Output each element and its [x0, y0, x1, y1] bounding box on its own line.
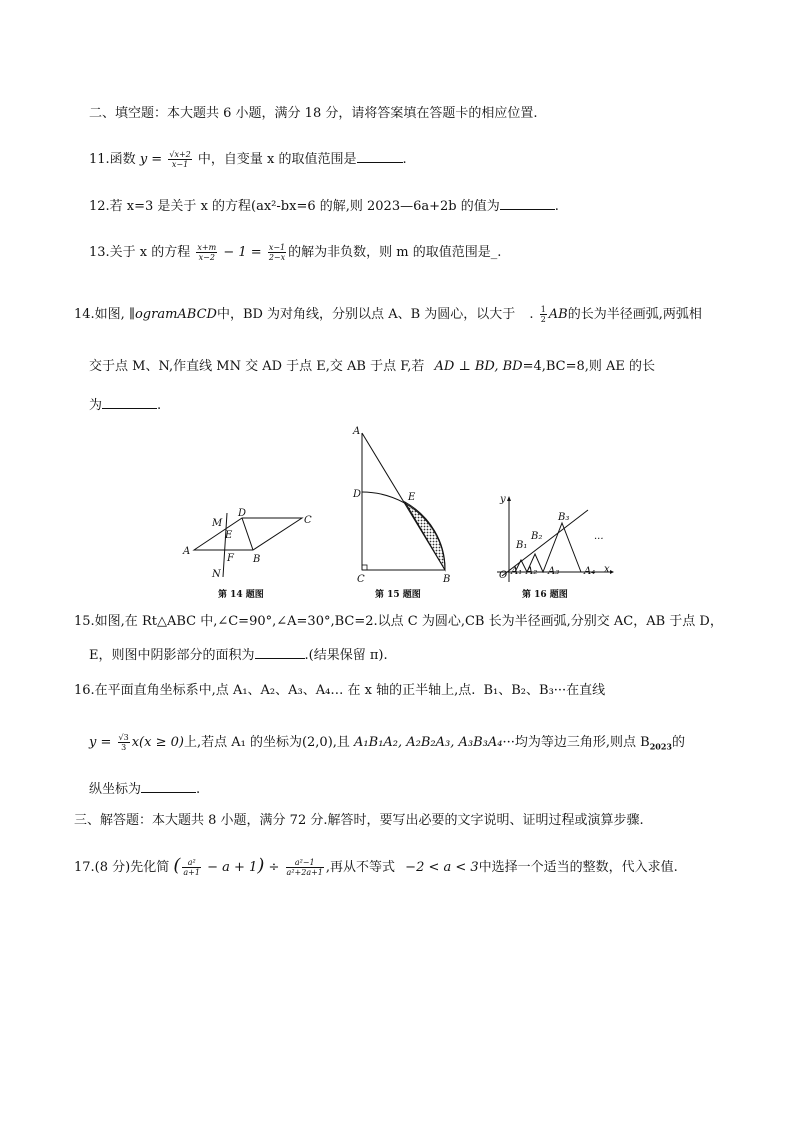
q17-d1: a+1: [183, 868, 200, 877]
q16-line1-a: 16.在平面直角坐标系中,点 A₁、A₂、A₃、A₄… 在 x 轴的正半轴上,点.: [74, 683, 476, 698]
q13-den2: 2−x: [268, 253, 286, 262]
diagonal-bd: [242, 518, 253, 550]
q12-text: 12.若 x=3 是关于 x 的方程(ax²-bx=6 的解,则 2023—6a+2b 的值为: [89, 199, 500, 214]
q13-fraction-1: [196, 243, 217, 262]
q14-parallelogram: ogramABCD: [134, 307, 217, 322]
x-axis-arrow: [610, 570, 614, 574]
q14-end: .: [157, 398, 162, 413]
label-x: x: [604, 564, 610, 575]
q17-d2: a²+2a+1: [286, 868, 323, 877]
q17-prefix: 17.(8 分)先化简: [74, 860, 170, 875]
label-b1: B₁: [516, 540, 528, 551]
q16-line2-d: 的: [671, 735, 685, 750]
q17-div: ÷: [268, 860, 280, 875]
q16-triangles: A₁B₁A₂, A₂B₂A₃, A₃B₃A₄: [354, 735, 503, 750]
label-a3: A₃: [548, 566, 560, 577]
q17-paren-close: ): [257, 855, 265, 876]
label-a: A: [183, 546, 191, 557]
q12-answer-blank: [500, 197, 555, 210]
y-axis-arrow: [507, 496, 511, 501]
question-12: [89, 197, 559, 216]
shaded-region: [405, 502, 445, 570]
q16-line1-b: B₁、B₂、B₃···在直线: [483, 683, 606, 698]
label-c: C: [357, 574, 365, 585]
q15-answer-blank: [255, 646, 305, 659]
label-a1: A₁: [511, 566, 523, 577]
q16-sub: 2023: [649, 741, 672, 752]
q16-line2-b: 上,若点 A₁ 的坐标为(2,0),且: [183, 735, 350, 750]
label-y: y: [500, 494, 506, 505]
question-16-line-2: [89, 733, 685, 756]
right-angle-mark: [362, 565, 367, 570]
q13-num2: x−1: [268, 243, 286, 252]
q13-num1: x+m: [197, 243, 217, 252]
q17-n1: a²: [182, 858, 201, 868]
q16-den: 3: [121, 743, 127, 752]
label-a: A: [353, 426, 361, 437]
q11-num: √x+2: [169, 150, 191, 159]
question-16-line-3: [89, 780, 200, 799]
label-a4: A₄: [584, 566, 596, 577]
q16-y: y =: [89, 735, 112, 750]
q13-den1: x−2: [198, 253, 215, 262]
section2-header: 二、填空题：本大题共 6 小题，满分 18 分，请将答案填在答题卡的相应位置.: [89, 106, 538, 121]
q16-num: √3: [118, 733, 129, 742]
label-c: C: [304, 515, 312, 526]
q14-half-den: 2: [540, 315, 546, 324]
question-14-line-3: [89, 396, 161, 415]
q11-suffix: 中，自变量 x 的取值范围是: [197, 152, 357, 167]
question-16-line-1: [74, 682, 605, 700]
q14-line1-d: 的长为半径画弧,两弧相: [567, 307, 702, 322]
q17-suffix: 中选择一个适当的整数，代入求值.: [478, 860, 678, 875]
q17-paren-open: (: [173, 855, 181, 876]
q17-mid1: − a + 1: [207, 860, 258, 875]
q13-mid: − 1 =: [223, 245, 262, 260]
fig15-caption: 第 15 题图: [375, 590, 421, 600]
label-b2: B₂: [531, 531, 543, 542]
question-14-line-2: [89, 358, 655, 376]
label-b: B: [443, 574, 451, 585]
question-15-line-2: [89, 646, 388, 665]
q11-func: y =: [139, 152, 163, 167]
q15-line2-b: .(结果保留 π).: [304, 648, 388, 663]
label-f: F: [227, 553, 234, 564]
q17-n2: a²−1: [286, 858, 324, 868]
q12-end: .: [554, 199, 559, 214]
label-m: M: [212, 518, 223, 529]
label-d: D: [353, 489, 362, 500]
q15-line2-a: E，则图中阴影部分的面积为: [89, 648, 255, 663]
q14-line2-a: 交于点 M、N,作直线 MN 交 AD 于点 E,交 AB 于点 F,若: [89, 359, 425, 374]
q13-suffix: 的解为非负数，则 m 的取值范围是: [288, 245, 491, 260]
question-11: [89, 150, 407, 169]
q17-fraction-1: [182, 858, 201, 877]
line-mn: [223, 513, 227, 577]
q14-ab: AB: [548, 307, 568, 322]
q17-fraction-2: [286, 858, 324, 877]
label-ellipsis: ···: [594, 534, 604, 545]
q16-answer-blank: [141, 780, 196, 793]
q13-prefix: 13.关于 x 的方程: [89, 245, 191, 260]
fig14-caption: 第 14 题图: [218, 590, 264, 600]
q11-answer-blank: [357, 150, 403, 163]
q17-inequality: −2 < a < 3: [405, 860, 479, 875]
q14-half-num: 1: [540, 305, 546, 314]
q13-fraction-2: [268, 243, 286, 262]
q11-end: .: [402, 152, 407, 167]
q16-fraction: [118, 733, 130, 752]
label-b3: B₃: [558, 512, 570, 523]
question-15-line-1: 15.如图,在 Rt△ABC 中,∠C=90°,∠A=30°,BC=2.以点 C 为圆心,CB 长为半径画弧,分别交 AC，AB 于点 D，: [74, 614, 723, 629]
q14-line3: 为: [89, 398, 103, 413]
label-n: N: [212, 569, 221, 580]
q14-line1-a: 14.如图, ∥: [74, 307, 135, 322]
figure-16: [492, 490, 622, 606]
fig16-caption: 第 16 题图: [522, 590, 568, 600]
label-b: B: [253, 554, 261, 565]
figure-14: [180, 505, 320, 605]
q11-fraction: [168, 150, 191, 169]
q14-line2-math: AD ⊥ BD, BD: [434, 359, 523, 374]
label-o: O: [499, 570, 508, 581]
q14-dot: .: [529, 307, 534, 322]
question-13: [89, 243, 501, 262]
label-a2: A₂: [526, 566, 538, 577]
q14-half: [540, 305, 547, 324]
q11-den: x−1: [171, 160, 189, 169]
question-14-line-1: [74, 305, 702, 324]
q16-line3: 纵坐标为: [89, 782, 142, 797]
q16-line2-c: ···均为等边三角形,则点 B: [502, 735, 650, 750]
q13-end: _.: [490, 245, 502, 260]
label-e: E: [408, 492, 416, 503]
q14-line1-b: 中，BD 为对角线，分别以点 A、B 为圆心，以大于: [216, 307, 516, 322]
q14-line2-b: =4,BC=8,则 AE 的长: [522, 359, 656, 374]
figure-15: [345, 420, 465, 604]
q16-end: .: [196, 782, 201, 797]
q14-answer-blank: [102, 396, 157, 409]
question-17: [74, 857, 678, 877]
q11-prefix: 11.函数: [89, 152, 136, 167]
label-d: D: [238, 508, 247, 519]
q16-line2-a: x(x ≥ 0): [131, 735, 184, 750]
label-e: E: [225, 530, 233, 541]
q17-mid2: ,再从不等式: [325, 860, 396, 875]
section3-header: 三、解答题：本大题共 8 小题，满分 72 分.解答时，要写出必要的文字说明、证明过程或演算步骤.: [74, 813, 644, 828]
